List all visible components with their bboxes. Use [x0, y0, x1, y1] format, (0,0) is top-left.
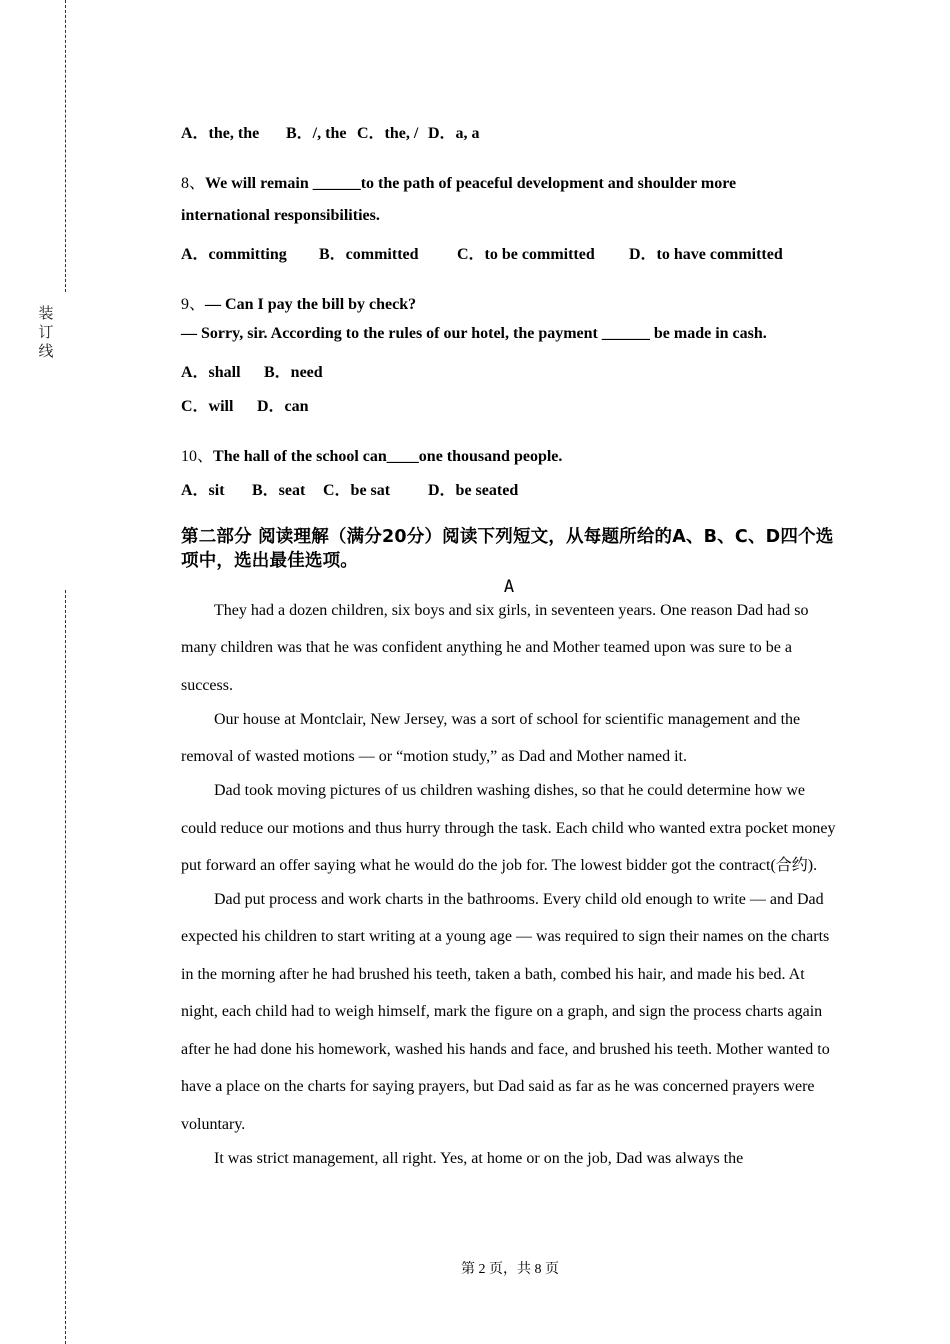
question-8-stem [181, 170, 736, 193]
option-d[interactable]: D．can [257, 398, 309, 415]
passage-paragraph: They had a dozen children, six boys and six girls, in seventeen years. One reason Dad had so many children was that he was confident anything he and Mother teamed upon was sure to be a success. [181, 602, 809, 694]
option-b[interactable]: B．committed [319, 246, 419, 263]
question-9-stem-cont: — Sorry, sir. According to the rules of our hotel, the payment ______ be made in cash. [181, 325, 767, 342]
question-text: We will remain ______to the path of peaceful development and shoulder more [205, 175, 737, 192]
page-footer: 第 2 页，共 8 页 [461, 1262, 559, 1277]
passage-title: A [503, 577, 515, 597]
option-b[interactable]: B．seat [252, 482, 306, 499]
option-a[interactable]: A．sit [181, 482, 225, 499]
option-c[interactable]: C．the, / [357, 125, 419, 142]
section-heading: 第二部分 阅读理解（满分20分）阅读下列短文，从每题所给的A、B、C、D四个选项中，选出最佳选项。 [181, 527, 834, 571]
passage-paragraph: Dad put process and work charts in the bathrooms. Every child old enough to write — and Dad expected his children to start writing at a young age — was required to sign their names on the charts in the morning after he had brushed his teeth, taken a bath, combed his hair, and made his bed. At night, each child had to weigh himself, mark the figure on a graph, and sign the process charts again after he had done his homework, washed his hands and face, and brushed his teeth. Mother wanted to have a place on the charts for saying prayers, but Dad said as far as he was concerned prayers were voluntary. [181, 891, 830, 1133]
question-8-stem-cont: international responsibilities. [181, 207, 380, 224]
question-9-options-row1 [181, 359, 323, 382]
question-10-stem [181, 443, 562, 466]
option-d[interactable]: D．be seated [428, 482, 519, 499]
passage-paragraph: Our house at Montclair, New Jersey, was a sort of school for scientific management and the removal of wasted motions — or “motion study,” as Dad and Mother named it. [181, 710, 801, 766]
question-9-stem [181, 291, 416, 314]
question-number: 10、 [181, 448, 214, 465]
option-c[interactable]: C．will [181, 398, 234, 415]
question-number: 9、 [181, 296, 206, 313]
passage-body [181, 592, 837, 1174]
question-text: — Can I pay the bill by check? [205, 296, 417, 313]
option-a[interactable]: A．the, the [181, 125, 260, 142]
question-text: The hall of the school can____one thousand people. [213, 448, 563, 465]
option-b[interactable]: B．need [264, 364, 323, 381]
option-c[interactable]: C．be sat [323, 482, 391, 499]
question-8-options [181, 241, 783, 264]
binding-label: 装订线 [38, 304, 54, 360]
option-d[interactable]: D．a, a [428, 125, 480, 142]
binding-line-bottom [65, 590, 66, 1344]
option-a[interactable]: A．shall [181, 364, 241, 381]
question-9-options-row2 [181, 393, 309, 416]
option-d[interactable]: D．to have committed [629, 246, 783, 263]
question-number: 8、 [181, 175, 206, 192]
option-b[interactable]: B．/, the [286, 125, 347, 142]
option-a[interactable]: A．committing [181, 246, 287, 263]
passage-paragraph: It was strict management, all right. Yes, at home or on the job, Dad was always the [214, 1149, 744, 1167]
binding-line-top [65, 0, 66, 292]
prev-question-options [181, 120, 480, 143]
passage-paragraph: Dad took moving pictures of us children washing dishes, so that he could determine how we could reduce our motions and thus hurry through the task. Each child who wanted extra pocket money put forward an offer saying what he would do the job for. The lowest bidder got the contract(合约). [181, 782, 836, 875]
option-c[interactable]: C．to be committed [457, 246, 595, 263]
question-10-options [181, 477, 518, 500]
